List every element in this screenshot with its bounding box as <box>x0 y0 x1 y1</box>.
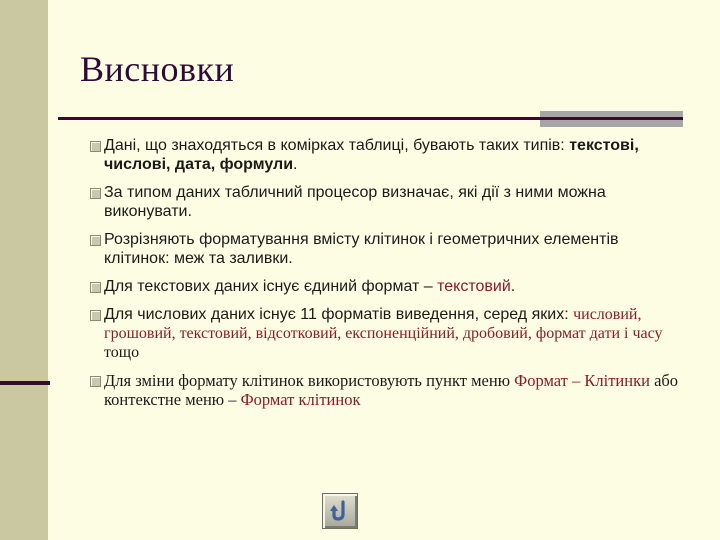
list-item <box>88 371 688 409</box>
bullet-text <box>104 371 688 409</box>
return-button[interactable] <box>322 493 358 529</box>
text-run: . <box>293 156 298 173</box>
text-run: або контекстне меню – <box>104 371 679 409</box>
return-arrow-icon <box>328 499 352 523</box>
bullet-text <box>104 230 688 268</box>
text-run: Для числових даних існує 11 форматів виведення, серед яких: <box>104 306 574 323</box>
text-run: . <box>510 278 516 295</box>
text-run: Формат – Клітинки <box>514 371 650 390</box>
text-run: Розрізняють форматування вмісту клітинок і геометричних елементів клітинок: меж та заливки. <box>104 231 619 267</box>
text-run: текстовий <box>437 278 511 295</box>
square-bullet-icon <box>90 310 101 321</box>
square-bullet-icon <box>90 282 101 293</box>
bullet-text <box>104 183 688 221</box>
text-run: За типом даних табличний процесор визначає, які дії з ними можна виконувати. <box>104 184 606 220</box>
list-item <box>88 136 688 174</box>
text-run: Формат клітинок <box>240 390 361 409</box>
bullet-text <box>104 136 688 174</box>
left-sidebar-band <box>0 0 48 540</box>
text-run: тощо <box>104 344 140 361</box>
square-bullet-icon <box>90 376 101 387</box>
text-run: Для зміни формату клітинок використовують пункт меню <box>104 371 515 390</box>
bullet-list <box>88 136 688 418</box>
list-item <box>88 183 688 221</box>
square-bullet-icon <box>90 235 101 246</box>
square-bullet-icon <box>90 141 101 152</box>
slide-title: Висновки <box>80 49 235 89</box>
square-bullet-icon <box>90 188 101 199</box>
text-run: текстові, числові, дата, формули <box>104 137 639 173</box>
list-item <box>88 230 688 268</box>
text-run: Дані, що знаходяться в комірках таблиці, бувають таких типів: <box>104 137 570 154</box>
bullet-text <box>104 277 688 296</box>
text-run: Для текстових даних існує єдиний формат – <box>104 278 438 295</box>
text-run: числовий, грошовий, текстовий, відсотковий, експоненційний, дробовий, формат дати і часу <box>104 306 663 342</box>
list-item <box>88 277 688 296</box>
list-item <box>88 305 688 362</box>
left-accent-line <box>0 381 50 385</box>
bullet-text <box>104 305 688 362</box>
title-underline-accent <box>540 111 683 127</box>
